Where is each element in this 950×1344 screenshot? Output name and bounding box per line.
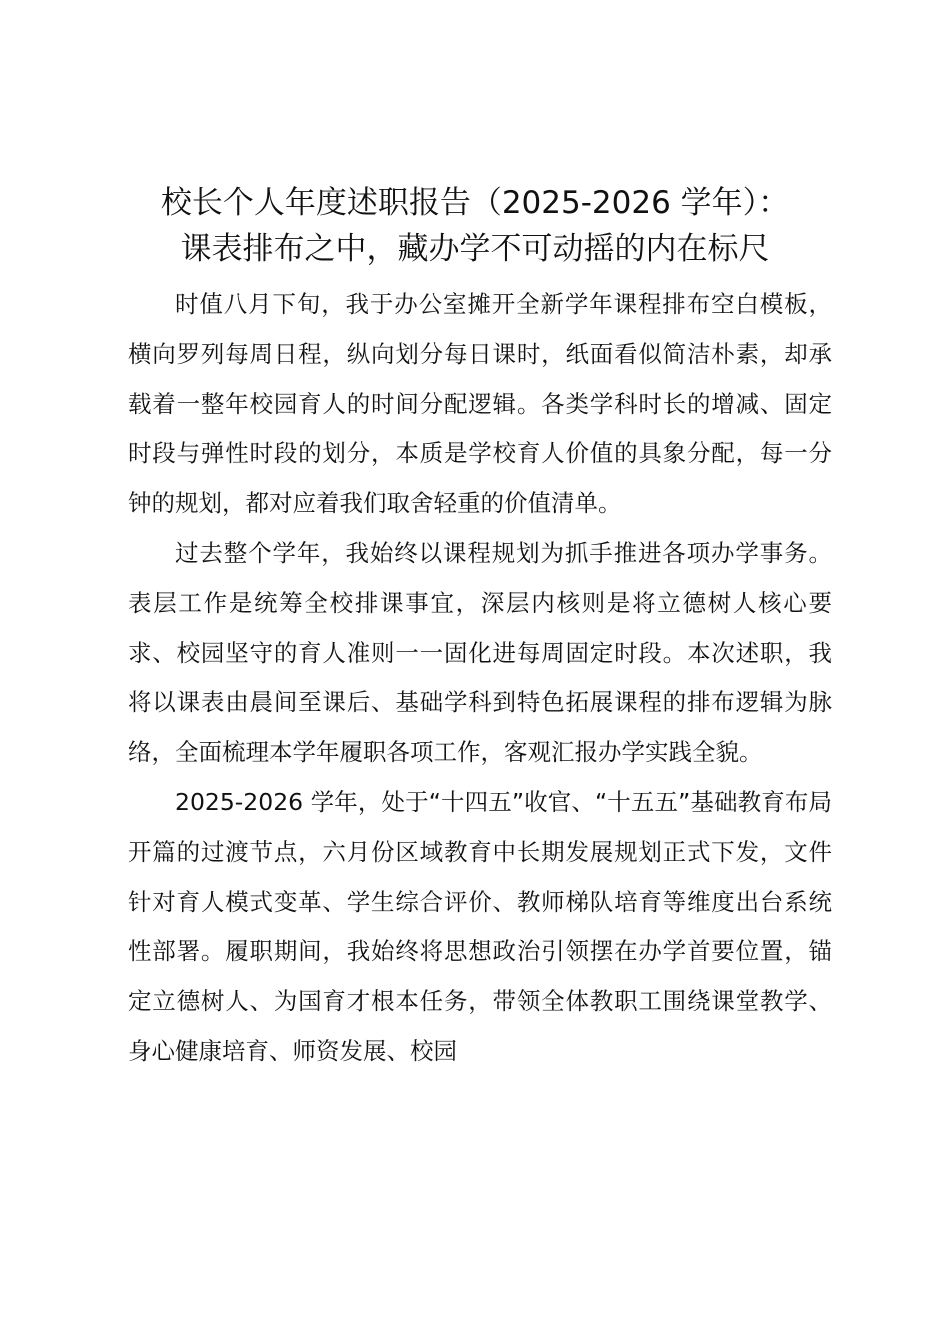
document-title <box>0 180 950 272</box>
paragraph-2: 过去整个学年，我始终以课程规划为抓手推进各项办学事务。表层工作是统筹全校排课事宜，深层内核则是将立德树人核心要求、校园坚守的育人准则一一固化进每周固定时段。本次述职，我将以课表由晨间至课后、基础学科到特色拓展课程的排布逻辑为脉络，全面梳理本学年履职各项工作，客观汇报办学实践全貌。 <box>128 538 832 767</box>
document-body <box>128 280 832 1077</box>
title-line-2: 课表排布之中，藏办学不可动摇的内在标尺 <box>180 231 770 267</box>
paragraph-1: 时值八月下旬，我于办公室摊开全新学年课程排布空白模板，横向罗列每周日程，纵向划分每日课时，纸面看似简洁朴素，却承载着一整年校园育人的时间分配逻辑。各类学科时长的增减、固定时段与弹性时段的划分，本质是学校育人价值的具象分配，每一分钟的规划，都对应着我们取舍轻重的价值清单。 <box>128 290 832 518</box>
paragraph-3: 2025-2026 学年，处于“十四五”收官、“十五五”基础教育布局开篇的过渡节点，六月份区域教育中长期发展规划正式下发，文件针对育人模式变革、学生综合评价、教师梯队培育等维度出台系统性部署。履职期间，我始终将思想政治引领摆在办学首要位置，锚定立德树人、为国育才根本任务，带领全体教职工围绕课堂教学、身心健康培育、师资发展、校园 <box>128 787 832 1065</box>
title-line-1: 校长个人年度述职报告（2025-2026 学年）： <box>160 185 790 221</box>
